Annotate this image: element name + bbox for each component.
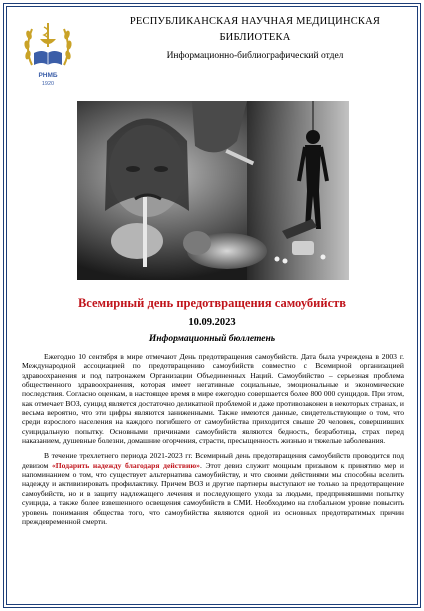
paragraph-2-before: В течение трехлетнего периода 2021-2023 гг. Всемирный день предотвращения самоубийств проводится под девизом (22, 451, 404, 470)
motto-highlight: «Подарить надежду благодаря действию» (51, 460, 200, 470)
paragraph-2-after: . Этот девиз служит мощным призывом к принятию мер и напоминанием о том, что существует альтернатива самоубийству, и что своими действиями мы способны вселить надежду и активизировать профилактику. Причем ВОЗ и другие партнеры выступают не только за предотвращение самоубийств, но и в защиту надлежащего лечения и последующего ухода за людьми, предпринявшими попытку суицида, а также более взвешенного освещения самоубийств в СМИ. Необходимо на глобальном уровне повысить уровень понимания общества того, что самоубийства являются одной из основных предотвратимых причин преждевременной смерти. (22, 460, 404, 526)
bulletin-subtitle: Информационный бюллетень (148, 334, 276, 344)
bulletin-body (22, 352, 404, 526)
logo-text-bottom: 1920 (41, 81, 55, 87)
suicide-prevention-collage-image (77, 101, 349, 280)
org-name-line1: РЕСПУБЛИКАНСКАЯ НАУЧНАЯ МЕДИЦИНСКАЯ (129, 16, 381, 27)
bulletin-date: 10.09.2023 (188, 317, 236, 328)
bulletin-title: Всемирный день предотвращения самоубийств (77, 296, 347, 310)
department-name: Информационно-библиографический отдел (166, 51, 344, 61)
org-name-line2: БИБЛИОТЕКА (219, 32, 291, 43)
library-logo (22, 13, 74, 91)
paragraph-1: Ежегодно 10 сентября в мире отмечают День предотвращения самоубийств. Дата была учреждена в 2003 г. Международной ассоциацией по предотвращению самоубийств совместно с Всемирной организацией здравоохранения и под патронажем Организации Объединенных Наций. Самоубийство – серьезная проблема общественного здравоохранения, которая имеет негативные социальные, эмоциональные и экономические последствия. Согласно оценкам, в настоящее время в мире ежегодно совершается более 800 000 суицидов. При этом, как отмечает ВОЗ, суицид является достаточно деликатной проблемой и даже противозаконен в некоторых странах, и весьма вероятно, что эти цифры являются заниженными. Также имеются данные, свидетельствующие о том, что среди взрослого населения на каждого погибшего от самоубийства приходится свыше 20 человек, совершивших суицидальную попытку. Основными причинами самоубийств являются бедность, безработица, страх перед наказанием, душевные болезни, домашние огорчения, страсти, пресыщенность жизнью и тяжелые заболевания. (22, 352, 404, 446)
library-header (110, 14, 400, 64)
logo-text-top: РНМБ (38, 72, 58, 79)
paragraph-2 (22, 451, 404, 526)
